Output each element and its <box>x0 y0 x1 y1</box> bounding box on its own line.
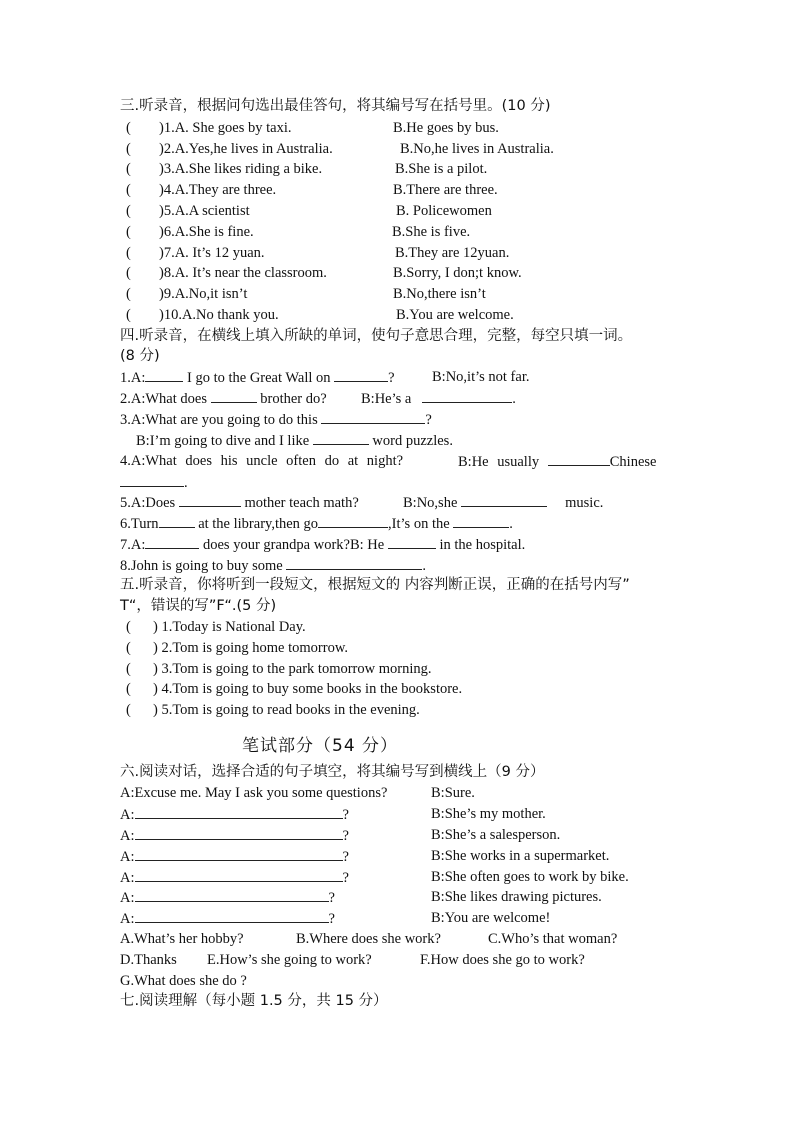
answer-paren: ( <box>126 245 131 261</box>
speaker-a: A: <box>120 807 135 823</box>
dialog-a <box>120 908 335 929</box>
answer-blank[interactable] <box>453 513 509 528</box>
option-b: B.You are welcome. <box>396 307 514 323</box>
dialog-a <box>120 825 349 846</box>
line-text: 8.John is going to buy some <box>120 558 283 574</box>
dialog-b: B:You are welcome! <box>431 910 551 926</box>
line-text: ,It’s on the <box>388 516 450 532</box>
fill-line-5 <box>120 492 359 513</box>
option-a: )3.A.She likes riding a bike. <box>159 161 323 177</box>
fill-line-7 <box>120 534 525 555</box>
answer-blank[interactable] <box>145 367 183 382</box>
answer-blank[interactable] <box>135 887 329 902</box>
line-text: . <box>184 475 188 491</box>
line-text: . <box>512 391 516 407</box>
answer-paren: ( <box>126 640 131 656</box>
line-text: does your grandpa work?B: He <box>203 537 385 553</box>
option-a: )6.A.She is fine. <box>159 224 254 240</box>
option-a: A.What’s her hobby? <box>120 931 244 947</box>
option-b: B.He goes by bus. <box>393 120 499 136</box>
answer-blank[interactable] <box>159 513 195 528</box>
fill-line-1 <box>120 367 395 388</box>
option-b: B.She is five. <box>392 224 471 240</box>
option-f: F.How does she go to work? <box>420 952 585 968</box>
answer-blank[interactable] <box>388 534 436 549</box>
line-text: B:I’m going to dive and I like <box>136 433 310 449</box>
line-text: word puzzles. <box>372 433 453 449</box>
option-a: )2.A.Yes,he lives in Australia. <box>159 141 333 157</box>
answer-blank[interactable] <box>422 388 512 403</box>
section-5-heading-2: T“，错误的写”F“.(5 分) <box>120 598 277 614</box>
answer-blank[interactable] <box>334 367 388 382</box>
fill-line-3 <box>120 409 432 430</box>
line-text: . <box>509 516 513 532</box>
answer-blank[interactable] <box>135 846 343 861</box>
answer-paren: ( <box>126 224 131 240</box>
answer-blank[interactable] <box>286 555 422 570</box>
option-a: )8.A. It’s near the classroom. <box>159 265 327 281</box>
option-a: )9.A.No,it isn’t <box>159 286 248 302</box>
answer-paren: ( <box>126 141 131 157</box>
fill-line-6 <box>120 513 513 534</box>
answer-paren: ( <box>126 286 131 302</box>
option-a: )10.A.No thank you. <box>159 307 279 323</box>
line-text: 2.A:What does <box>120 391 207 407</box>
answer-blank[interactable] <box>135 867 343 882</box>
line-text: B:No,it’s not far. <box>432 369 530 385</box>
dialog-b: B:She works in a supermarket. <box>431 848 610 864</box>
section-4-heading: 四.听录音，在横线上填入所缺的单词，使句子意思合理，完整，每空只填一词。 <box>120 328 633 344</box>
answer-paren: ( <box>126 182 131 198</box>
line-text: Chinese <box>609 454 657 470</box>
line-text: music. <box>565 495 604 511</box>
dialog-a <box>120 804 349 825</box>
option-b: B. Policewomen <box>396 203 492 219</box>
statement: ) 4.Tom is going to buy some books in the bookstore. <box>153 681 463 697</box>
line-text: ? <box>425 412 432 428</box>
option-a: )4.A.They are three. <box>159 182 277 198</box>
answer-blank[interactable] <box>461 492 547 507</box>
dialog-b: B:She often goes to work by bike. <box>431 869 629 885</box>
answer-paren: ( <box>126 681 131 697</box>
answer-paren: ( <box>126 265 131 281</box>
line-text: 5.A:Does <box>120 495 176 511</box>
line-text: B:He’s a <box>361 391 412 407</box>
answer-paren: ( <box>126 661 131 677</box>
line-text: brother do? <box>260 391 327 407</box>
fill-line-8 <box>120 555 426 576</box>
line-text: in the hospital. <box>439 537 526 553</box>
line-text: B:No,she <box>403 495 458 511</box>
option-b: B.Sorry, I don;t know. <box>393 265 522 281</box>
statement: ) 5.Tom is going to read books in the evening. <box>153 702 420 718</box>
answer-blank[interactable] <box>135 825 343 840</box>
answer-paren: ( <box>126 307 131 323</box>
answer-blank[interactable] <box>313 430 369 445</box>
statement: ) 2.Tom is going home tomorrow. <box>153 640 348 656</box>
speaker-a: A: <box>120 890 135 906</box>
dialog-a <box>120 846 349 867</box>
line-text: ? <box>388 370 395 386</box>
option-d: D.Thanks <box>120 952 177 968</box>
answer-blank[interactable] <box>321 409 425 424</box>
option-e: E.How’s she going to work? <box>207 952 372 968</box>
fill-line-3b <box>136 430 453 451</box>
line-text: I go to the Great Wall on <box>187 370 331 386</box>
answer-blank[interactable] <box>135 804 343 819</box>
dialog-b: B:Sure. <box>431 785 475 801</box>
section-6-heading: 六.阅读对话，选择合适的句子填空，将其编号写到横线上（9 分） <box>120 764 545 780</box>
answer-blank[interactable] <box>318 513 388 528</box>
option-b: B.Where does she work? <box>296 931 441 947</box>
answer-paren: ( <box>126 161 131 177</box>
line-text: 3.A:What are you going to do this <box>120 412 318 428</box>
answer-paren: ( <box>126 203 131 219</box>
dialog-a: A:Excuse me. May I ask you some questions? <box>120 785 388 801</box>
qmark: ? <box>342 870 349 886</box>
section-5-heading: 五.听录音，你将听到一段短文，根据短文的 内容判断正误，正确的在括号内写” <box>120 577 630 593</box>
answer-paren: ( <box>126 619 131 635</box>
speaker-a: A: <box>120 849 135 865</box>
fill-line-2 <box>120 388 327 409</box>
dialog-b: B:She’s my mother. <box>431 806 546 822</box>
speaker-a: A: <box>120 828 135 844</box>
statement: ) 3.Tom is going to the park tomorrow morning. <box>153 661 432 677</box>
qmark: ? <box>328 911 335 927</box>
section-7-heading: 七.阅读理解（每小题 1.5 分，共 15 分） <box>120 993 388 1009</box>
written-part-title: 笔试部分（54 分） <box>242 736 399 756</box>
option-a: )5.A.A scientist <box>159 203 250 219</box>
qmark: ? <box>342 828 349 844</box>
answer-blank[interactable] <box>120 472 184 487</box>
option-b: B.No,he lives in Australia. <box>400 141 554 157</box>
qmark: ? <box>342 849 349 865</box>
dialog-b: B:She likes drawing pictures. <box>431 889 602 905</box>
option-b: B.She is a pilot. <box>395 161 488 177</box>
option-b: B.There are three. <box>393 182 498 198</box>
answer-paren: ( <box>126 702 131 718</box>
section-4-score: (8 分) <box>120 348 160 364</box>
fill-line-5b <box>403 492 603 513</box>
option-g: G.What does she do ? <box>120 973 247 989</box>
line-text: at the library,then go <box>198 516 319 532</box>
answer-blank[interactable] <box>135 908 329 923</box>
fill-line-2b <box>361 388 516 409</box>
line-text: mother teach math? <box>244 495 359 511</box>
section-3-heading: 三.听录音，根据问句选出最佳答句，将其编号写在括号里。(10 分) <box>120 98 551 114</box>
line-text: 6.Turn <box>120 516 159 532</box>
line-text: B:He usually <box>458 454 540 470</box>
fill-line-4c <box>120 472 188 493</box>
dialog-a <box>120 887 335 908</box>
answer-blank[interactable] <box>145 534 199 549</box>
dialog-b: B:She’s a salesperson. <box>431 827 561 843</box>
answer-blank[interactable] <box>548 451 610 466</box>
option-a: )7.A. It’s 12 yuan. <box>159 245 265 261</box>
qmark: ? <box>328 890 335 906</box>
option-a: )1.A. She goes by taxi. <box>159 120 292 136</box>
speaker-a: A: <box>120 870 135 886</box>
speaker-a: A: <box>120 911 135 927</box>
dialog-a <box>120 867 349 888</box>
fill-line-4b <box>458 451 656 472</box>
answer-paren: ( <box>126 120 131 136</box>
qmark: ? <box>342 807 349 823</box>
answer-blank[interactable] <box>179 492 241 507</box>
statement: ) 1.Today is National Day. <box>153 619 306 635</box>
option-c: C.Who’s that woman? <box>488 931 618 947</box>
line-text: 7.A: <box>120 537 146 553</box>
option-b: B.No,there isn’t <box>393 286 486 302</box>
fill-line-4: 4.A:What does his uncle often do at night? <box>120 453 404 469</box>
answer-blank[interactable] <box>211 388 257 403</box>
line-text: 1.A: <box>120 370 146 386</box>
option-b: B.They are 12yuan. <box>395 245 510 261</box>
line-text: . <box>422 558 426 574</box>
